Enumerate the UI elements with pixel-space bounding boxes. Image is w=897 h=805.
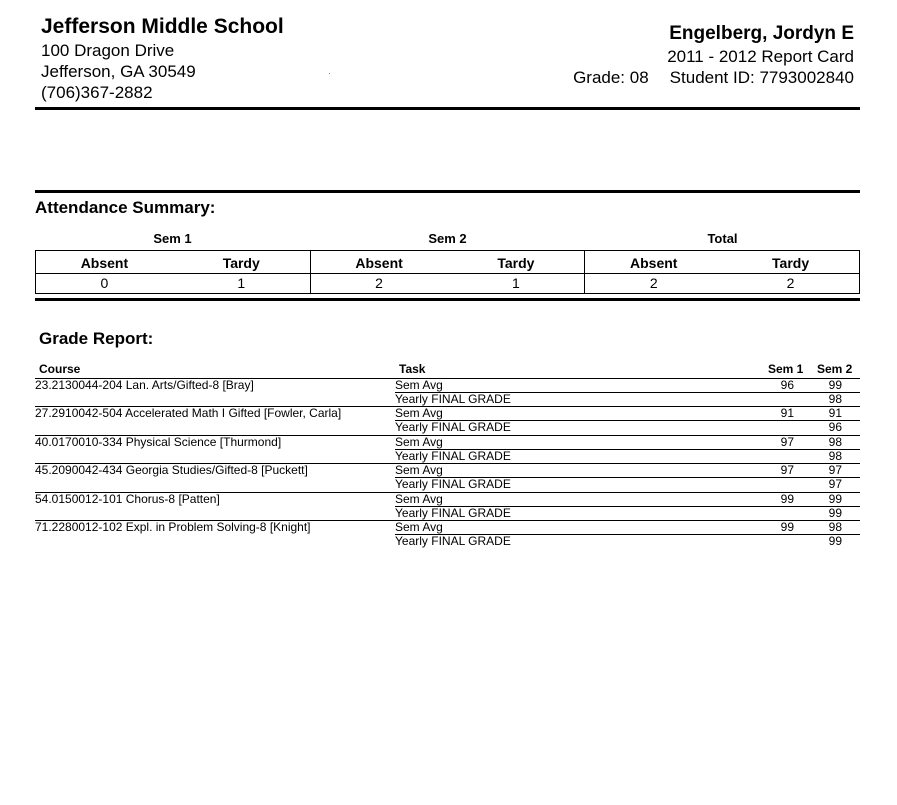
sem1-absent-header: Absent bbox=[36, 251, 173, 274]
sem1-grade: 99 bbox=[780, 519, 794, 534]
header-divider bbox=[35, 107, 860, 110]
report-title: 2011 - 2012 Report Card bbox=[667, 47, 854, 66]
table-row bbox=[35, 492, 860, 506]
task-label: Yearly FINAL GRADE bbox=[395, 392, 511, 406]
school-info bbox=[41, 14, 284, 103]
table-row bbox=[35, 378, 860, 392]
course-name: 54.0150012-101 Chorus-8 [Patten] bbox=[35, 491, 220, 506]
total-absent-header: Absent bbox=[585, 251, 722, 274]
grade-table bbox=[35, 378, 860, 548]
task-label: Yearly FINAL GRADE bbox=[395, 448, 511, 463]
table-row bbox=[35, 420, 860, 434]
course-block bbox=[35, 378, 860, 406]
task-label: Sem Avg bbox=[395, 463, 443, 478]
group-header-total: Total bbox=[707, 231, 738, 246]
task-label: Sem Avg bbox=[395, 491, 443, 506]
course-block bbox=[35, 435, 860, 463]
attendance-title: Attendance Summary: bbox=[35, 198, 216, 217]
table-row bbox=[35, 449, 860, 463]
student-id: Student ID: 7793002840 bbox=[669, 68, 854, 87]
attendance-value-row bbox=[36, 274, 860, 294]
table-row bbox=[35, 520, 860, 534]
table-row bbox=[35, 477, 860, 491]
attendance-group-headers bbox=[35, 231, 860, 246]
task-label: Sem Avg bbox=[395, 519, 443, 534]
final-grade: 99 bbox=[828, 533, 842, 548]
task-label: Yearly FINAL GRADE bbox=[395, 505, 511, 520]
sem1-grade: 96 bbox=[780, 378, 794, 392]
group-header-sem1: Sem 1 bbox=[153, 231, 192, 246]
course-column-header: Course bbox=[39, 362, 81, 376]
student-info bbox=[573, 22, 854, 88]
sem2-grade: 91 bbox=[828, 406, 842, 421]
sem2-grade: 99 bbox=[828, 378, 842, 392]
course-name: 40.0170010-334 Physical Science [Thurmond] bbox=[35, 434, 282, 449]
sem1-absent-value: 0 bbox=[36, 274, 173, 294]
table-row bbox=[35, 435, 860, 449]
task-label: Sem Avg bbox=[395, 406, 443, 421]
sem1-column-header: Sem 1 bbox=[768, 362, 804, 376]
attendance-header-row bbox=[36, 251, 860, 274]
final-grade: 97 bbox=[828, 477, 842, 492]
student-name: Engelberg, Jordyn E bbox=[669, 23, 854, 44]
sem1-tardy-value: 1 bbox=[173, 274, 310, 294]
sem2-grade: 98 bbox=[828, 434, 842, 449]
final-grade: 99 bbox=[828, 505, 842, 520]
final-grade: 98 bbox=[828, 392, 842, 406]
task-label: Sem Avg bbox=[395, 378, 443, 392]
course-name: 71.2280012-102 Expl. in Problem Solving-8 [Knight] bbox=[35, 519, 311, 534]
sem1-tardy-header: Tardy bbox=[173, 251, 310, 274]
table-row bbox=[35, 463, 860, 477]
final-grade: 98 bbox=[828, 448, 842, 463]
task-label: Yearly FINAL GRADE bbox=[395, 420, 511, 435]
sem2-grade: 97 bbox=[828, 463, 842, 478]
task-label: Sem Avg bbox=[395, 434, 443, 449]
table-row bbox=[35, 392, 860, 406]
sem1-grade: 99 bbox=[780, 491, 794, 506]
table-row bbox=[35, 534, 860, 548]
school-name: Jefferson Middle School bbox=[41, 15, 284, 38]
course-block bbox=[35, 406, 860, 434]
attendance-top-divider bbox=[35, 190, 860, 193]
sem2-column-header: Sem 2 bbox=[817, 362, 853, 376]
school-phone: (706)367-2882 bbox=[41, 83, 153, 102]
table-row bbox=[35, 506, 860, 520]
attendance-table bbox=[35, 250, 860, 294]
sem2-grade: 98 bbox=[828, 519, 842, 534]
course-block bbox=[35, 520, 860, 548]
table-row bbox=[35, 406, 860, 420]
total-tardy-value: 2 bbox=[722, 274, 859, 294]
scan-speck bbox=[329, 73, 330, 74]
sem1-grade: 97 bbox=[780, 463, 794, 478]
grade-and-id bbox=[573, 67, 854, 88]
grade-report-title: Grade Report: bbox=[39, 329, 154, 348]
course-block bbox=[35, 492, 860, 520]
school-address-line-1: 100 Dragon Drive bbox=[41, 41, 175, 60]
sem2-tardy-header: Tardy bbox=[447, 251, 584, 274]
task-column-header: Task bbox=[399, 362, 426, 376]
task-label: Yearly FINAL GRADE bbox=[395, 477, 511, 492]
attendance-bottom-divider bbox=[35, 298, 860, 301]
sem2-absent-value: 2 bbox=[310, 274, 447, 294]
final-grade: 96 bbox=[828, 420, 842, 435]
sem1-grade: 91 bbox=[780, 406, 794, 421]
course-block bbox=[35, 463, 860, 491]
total-absent-value: 2 bbox=[585, 274, 722, 294]
total-tardy-header: Tardy bbox=[722, 251, 859, 274]
group-header-sem2: Sem 2 bbox=[428, 231, 467, 246]
sem1-grade: 97 bbox=[780, 434, 794, 449]
sem2-grade: 99 bbox=[828, 491, 842, 506]
sem2-absent-header: Absent bbox=[310, 251, 447, 274]
sem2-tardy-value: 1 bbox=[447, 274, 584, 294]
student-grade: Grade: 08 bbox=[573, 68, 649, 87]
course-name: 23.2130044-204 Lan. Arts/Gifted-8 [Bray] bbox=[35, 378, 254, 392]
school-address-line-2: Jefferson, GA 30549 bbox=[41, 62, 196, 81]
course-name: 45.2090042-434 Georgia Studies/Gifted-8 [Puckett] bbox=[35, 463, 308, 478]
course-name: 27.2910042-504 Accelerated Math I Gifted [Fowler, Carla] bbox=[35, 406, 342, 421]
task-label: Yearly FINAL GRADE bbox=[395, 533, 511, 548]
